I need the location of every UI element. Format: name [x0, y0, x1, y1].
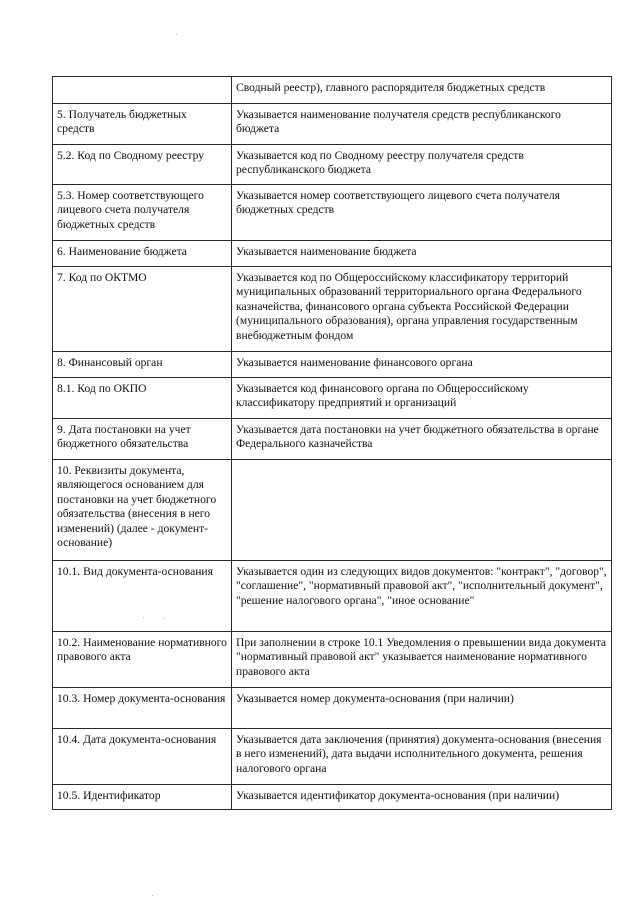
field-description-cell: Указывается идентификатор документа-основания (при наличии)	[232, 785, 612, 810]
field-name-cell: 10.5. Идентификатор	[53, 785, 232, 810]
field-description-cell: Указывается дата постановки на учет бюджетного обязательства в органе Федерального казначейства	[232, 419, 612, 460]
field-name-cell: 6. Наименование бюджета	[53, 241, 232, 267]
table-row	[53, 241, 612, 267]
field-description-cell: Указывается код по Общероссийскому классификатору территорий муниципальных образований территориального органа Федерального казначейства, финансового органа субъекта Российской Федерации (муниципального образования), органа управления государственным внебюджетным фондом	[232, 267, 612, 352]
field-name-cell: 10.1. Вид документа-основания	[53, 561, 232, 632]
field-description-cell: Указывается код по Сводному реестру получателя средств республиканского бюджета	[232, 145, 612, 185]
field-name-cell: 10.3. Номер документа-основания	[53, 688, 232, 729]
field-name-cell: 8. Финансовый орган	[53, 352, 232, 378]
table-row	[53, 378, 612, 419]
field-description-cell: Указывается наименование финансового органа	[232, 352, 612, 378]
field-name-cell: 5. Получатель бюджетных средств	[53, 104, 232, 145]
field-description-cell: Указывается номер соответствующего лицевого счета получателя бюджетных средств	[232, 185, 612, 241]
table-row	[53, 632, 612, 688]
field-description-cell: Указывается наименование получателя средств республиканского бюджета	[232, 104, 612, 145]
table-row	[53, 460, 612, 561]
table-row	[53, 104, 612, 145]
field-description-cell: При заполнении в строке 10.1 Уведомления о превышении вида документа "нормативный правовой акт" указывается наименование нормативного правового акта	[232, 632, 612, 688]
table-row	[53, 352, 612, 378]
table-row	[53, 688, 612, 729]
table-row	[53, 785, 612, 810]
table-row	[53, 419, 612, 460]
scan-speck	[152, 895, 153, 896]
table-row	[53, 77, 612, 104]
field-description-cell: Указывается код финансового органа по Общероссийскому классификатору предприятий и организаций	[232, 378, 612, 419]
field-name-cell: 9. Дата постановки на учет бюджетного обязательства	[53, 419, 232, 460]
field-name-cell: 7. Код по ОКТМО	[53, 267, 232, 352]
table-row	[53, 561, 612, 632]
field-name-cell: 10.4. Дата документа-основания	[53, 729, 232, 785]
table-row	[53, 145, 612, 185]
field-description-cell: Указывается наименование бюджета	[232, 241, 612, 267]
field-description-cell	[232, 460, 612, 561]
field-name-cell: 8.1. Код по ОКПО	[53, 378, 232, 419]
field-description-cell: Указывается номер документа-основания (при наличии)	[232, 688, 612, 729]
field-description-cell: Указывается дата заключения (принятия) документа-основания (внесения в него изменений), дата выдачи исполнительного документа, решения налогового органа	[232, 729, 612, 785]
table-row	[53, 267, 612, 352]
field-description-cell: Указывается один из следующих видов документов: "контракт", "договор", "соглашение", "нормативный правовой акт", "исполнительный документ", "решение налогового органа", "иное основание"	[232, 561, 612, 632]
scan-speck	[176, 34, 177, 35]
field-name-cell: 5.3. Номер соответствующего лицевого счета получателя бюджетных средств	[53, 185, 232, 241]
field-name-cell	[53, 77, 232, 104]
table-row	[53, 729, 612, 785]
field-description-cell: Сводный реестр), главного распорядителя бюджетных средств	[232, 77, 612, 104]
field-name-cell: 5.2. Код по Сводному реестру	[53, 145, 232, 185]
field-name-cell: 10. Реквизиты документа, являющегося основанием для постановки на учет бюджетного обязательства (внесения в него изменений) (далее - документ-основание)	[53, 460, 232, 561]
table-row	[53, 185, 612, 241]
requisites-table	[52, 76, 612, 810]
field-name-cell: 10.2. Наименование нормативного правового акта	[53, 632, 232, 688]
